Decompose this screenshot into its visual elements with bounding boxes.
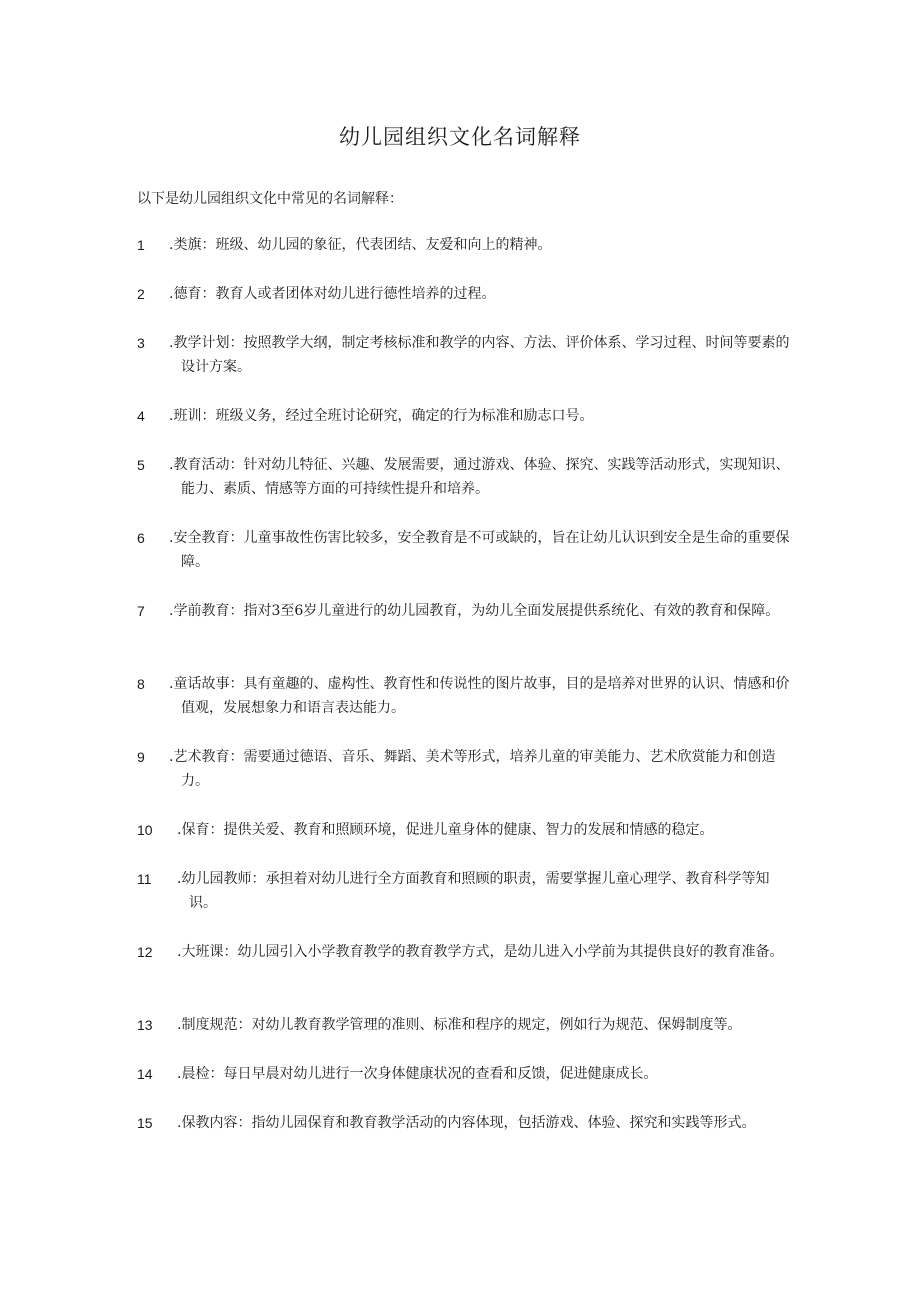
item-number: 12: [137, 944, 153, 960]
list-item: [137, 526, 797, 574]
item-text: .幼儿园教师：承担着对幼儿进行全方面教育和照顾的职责，需要掌握儿童心理学、教育科学等知识。: [177, 871, 770, 911]
item-text: .大班课：幼儿园引入小学教育教学的教育教学方式，是幼儿进入小学前为其提供良好的教育准备。: [177, 944, 784, 960]
list-item: [137, 331, 797, 379]
list-item: [137, 1111, 797, 1159]
document-title: 幼儿园组织文化名词解释: [339, 125, 581, 149]
item-number: 2: [137, 286, 145, 302]
item-text: .班训：班级义务，经过全班讨论研究，确定的行为标准和励志口号。: [169, 408, 594, 424]
list-item: [137, 453, 797, 501]
list-item: [137, 867, 797, 915]
item-text: .德育：教育人或者团体对幼儿进行德性培养的过程。: [169, 286, 496, 302]
term-list: [137, 233, 797, 1184]
intro-paragraph: 以下是幼儿园组织文化中常见的名词解释：: [137, 191, 403, 207]
item-text: .教育活动：针对幼儿特征、兴趣、发展需要，通过游戏、体验、探究、实践等活动形式，实现知识、能力、素质、情感等方面的可持续性提升和培养。: [169, 457, 790, 497]
list-item: [137, 672, 797, 720]
item-text: .艺术教育：需要通过德语、音乐、舞蹈、美术等形式，培养儿童的审美能力、艺术欣赏能力和创造力。: [169, 749, 776, 789]
item-number: 13: [137, 1017, 153, 1033]
list-item: [137, 282, 797, 306]
item-text: .教学计划：按照教学大纲，制定考核标准和教学的内容、方法、评价体系、学习过程、时间等要素的设计方案。: [169, 335, 790, 375]
item-number: 4: [137, 408, 145, 424]
item-text: .童话故事：具有童趣的、虚构性、教育性和传说性的图片故事，目的是培养对世界的认识、情感和价值观，发展想象力和语言表达能力。: [169, 676, 790, 716]
item-number: 8: [137, 676, 145, 692]
item-number: 15: [137, 1115, 153, 1131]
item-text: .晨检：每日早晨对幼儿进行一次身体健康状况的查看和反馈，促进健康成长。: [177, 1066, 658, 1082]
item-number: 1: [137, 237, 145, 253]
item-number: 7: [137, 603, 145, 619]
item-text: .制度规范：对幼儿教育教学管理的准则、标准和程序的规定，例如行为规范、保姆制度等。: [177, 1017, 742, 1033]
item-text: .安全教育：儿童事故性伤害比较多，安全教育是不可或缺的，旨在让幼儿认识到安全是生命的重要保障。: [169, 530, 790, 570]
item-number: 6: [137, 530, 145, 546]
item-number: 5: [137, 457, 145, 473]
item-number: 9: [137, 749, 145, 765]
item-text: .保育：提供关爱、教育和照顾环境，促进儿童身体的健康、智力的发展和情感的稳定。: [177, 822, 714, 838]
list-item: [137, 233, 797, 257]
list-item: [137, 940, 797, 988]
item-number: 10: [137, 822, 153, 838]
list-item: [137, 1062, 797, 1086]
list-item: [137, 404, 797, 428]
item-text: .保教内容：指幼儿园保育和教育教学活动的内容体现，包括游戏、体验、探究和实践等形式。: [177, 1115, 756, 1131]
list-item: [137, 599, 797, 647]
list-item: [137, 1013, 797, 1037]
item-number: 11: [137, 871, 152, 887]
item-number: 14: [137, 1066, 153, 1082]
list-item: [137, 745, 797, 793]
item-text: .类旗：班级、幼儿园的象征，代表团结、友爱和向上的精神。: [169, 237, 552, 253]
item-number: 3: [137, 335, 145, 351]
item-text: .学前教育：指对3至6岁儿童进行的幼儿园教育，为幼儿全面发展提供系统化、有效的教育和保障。: [169, 603, 780, 619]
list-item: [137, 818, 797, 842]
